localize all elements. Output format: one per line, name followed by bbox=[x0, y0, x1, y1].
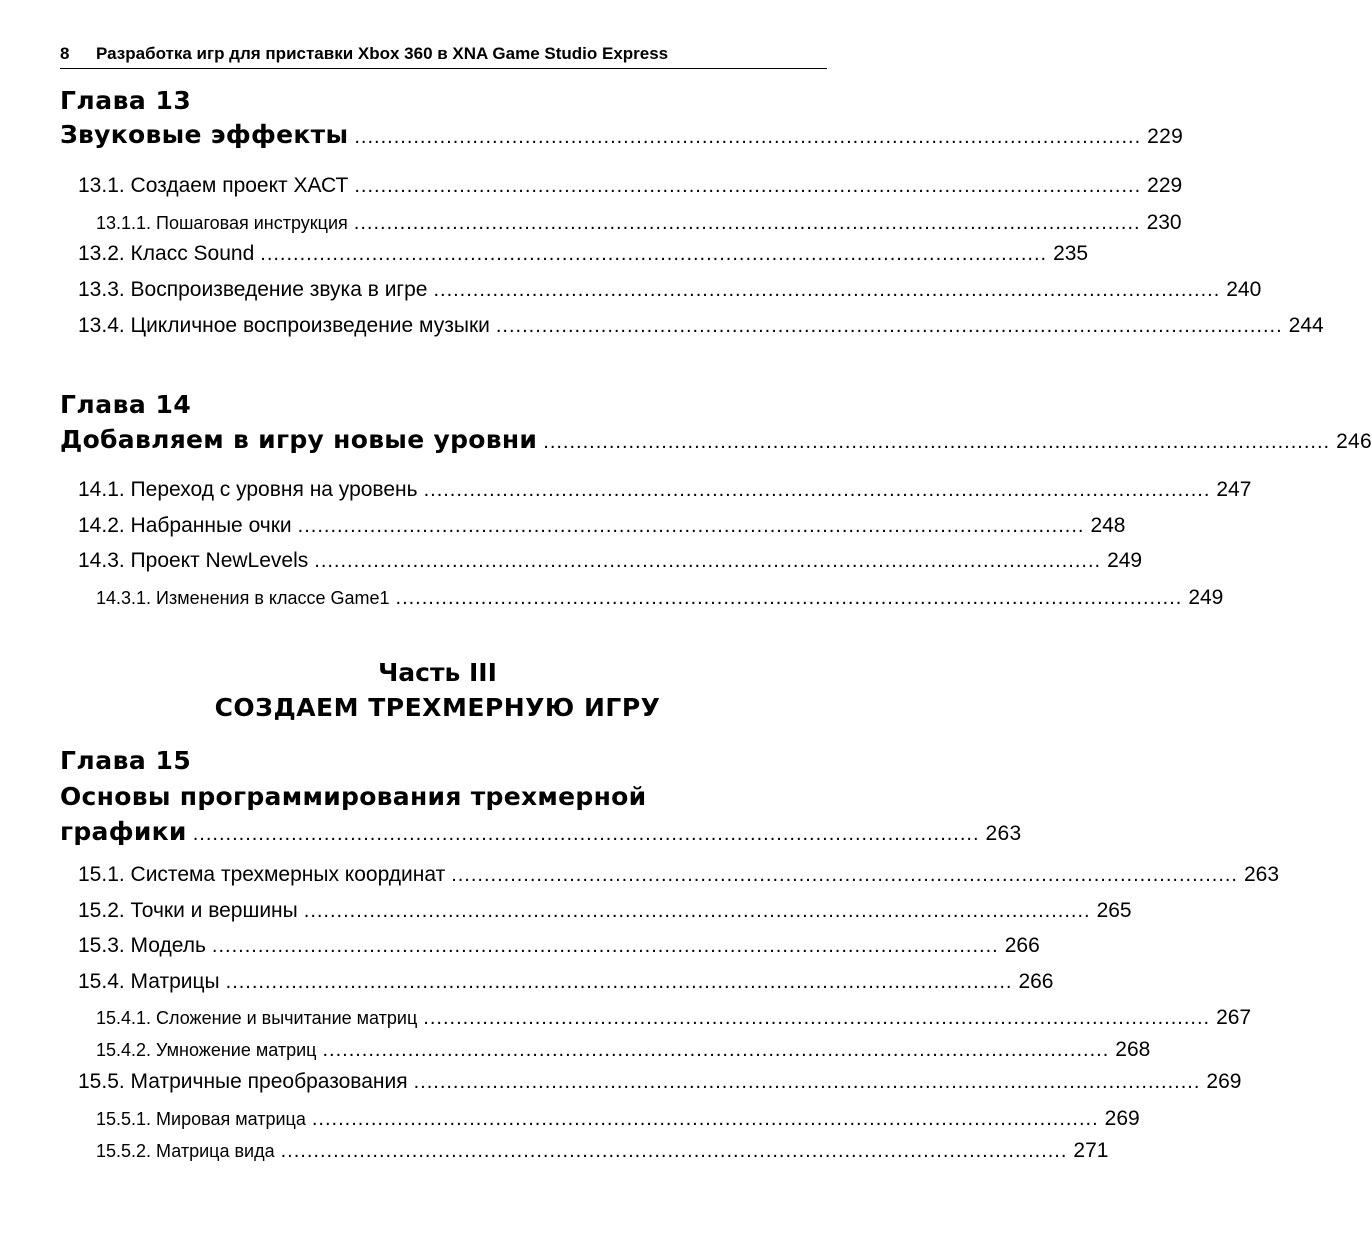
dot-leader: ........................................................................................................................ bbox=[495, 315, 1283, 337]
page-ref: 229 bbox=[1147, 174, 1183, 197]
page-ref: 263 bbox=[985, 822, 1022, 845]
entry-title: 15.5. Матричные преобразования bbox=[78, 1070, 408, 1093]
entry-title: 14.2. Набранные очки bbox=[78, 514, 292, 537]
entry-title: 13.1. Создаем проект ХАСТ bbox=[78, 174, 349, 197]
page-ref: 265 bbox=[1096, 899, 1132, 922]
toc-entry[interactable] bbox=[78, 514, 1126, 538]
toc-entry[interactable] bbox=[78, 1070, 1242, 1094]
toc-entry[interactable] bbox=[96, 211, 1182, 235]
chapter-15-label: Глава 15 bbox=[60, 746, 192, 775]
page-ref: 271 bbox=[1073, 1139, 1109, 1162]
dot-leader: ........................................................................................................................ bbox=[260, 243, 1048, 265]
dot-leader: ........................................................................................................................ bbox=[413, 1071, 1201, 1093]
toc-entry[interactable] bbox=[78, 242, 1089, 266]
entry-title: 13.4. Цикличное воспроизведение музыки bbox=[78, 314, 490, 337]
page-ref: 269 bbox=[1104, 1107, 1140, 1130]
dot-leader: ........................................................................................................................ bbox=[322, 1039, 1110, 1061]
running-header bbox=[60, 40, 827, 69]
toc-entry[interactable] bbox=[78, 478, 1252, 502]
toc-entry[interactable] bbox=[78, 863, 1280, 887]
part-label: Часть III bbox=[378, 658, 497, 687]
chapter-15-title[interactable] bbox=[60, 817, 1022, 846]
page-ref: 268 bbox=[1115, 1038, 1151, 1061]
entry-title: 15.4. Матрицы bbox=[78, 970, 220, 993]
page-number: 8 bbox=[60, 44, 70, 63]
entry-title: 15.2. Точки и вершины bbox=[78, 899, 298, 922]
dot-leader: ........................................................................................................................ bbox=[423, 1007, 1211, 1029]
book-title: Разработка игр для приставки Xbox 360 в XNA Game Studio Express bbox=[96, 44, 669, 63]
entry-title: 15.1. Система трехмерных координат bbox=[78, 863, 446, 886]
dot-leader: ........................................................................................................................ bbox=[543, 431, 1331, 453]
dot-leader: ........................................................................................................................ bbox=[354, 126, 1142, 148]
toc-entry[interactable] bbox=[96, 1107, 1140, 1131]
page-ref: 267 bbox=[1216, 1006, 1252, 1029]
chapter-15-title-line1: Основы программирования трехмерной bbox=[60, 782, 647, 811]
page-ref: 247 bbox=[1216, 478, 1252, 501]
chapter-14-title[interactable] bbox=[60, 425, 1372, 454]
entry-title: 13.2. Класс Sound bbox=[78, 242, 255, 265]
dot-leader: ........................................................................................................................ bbox=[211, 935, 999, 957]
dot-leader: ........................................................................................................................ bbox=[451, 864, 1238, 886]
toc-entry[interactable] bbox=[78, 174, 1183, 198]
page-ref: 249 bbox=[1188, 586, 1224, 609]
entry-title: 14.3.1. Изменения в классе Game1 bbox=[96, 588, 390, 608]
dot-leader: ........................................................................................................................ bbox=[280, 1140, 1068, 1162]
toc-entry[interactable] bbox=[78, 899, 1132, 923]
page-ref: 229 bbox=[1147, 125, 1184, 148]
dot-leader: ........................................................................................................................ bbox=[297, 515, 1085, 537]
chapter-13-title[interactable] bbox=[60, 120, 1184, 149]
toc-entry[interactable] bbox=[96, 1038, 1151, 1062]
page-ref: 269 bbox=[1206, 1070, 1242, 1093]
entry-title: 13.1.1. Пошаговая инструкция bbox=[96, 213, 348, 233]
dot-leader: ........................................................................................................................ bbox=[433, 279, 1221, 301]
toc-entry[interactable] bbox=[78, 970, 1054, 994]
dot-leader: ........................................................................................................................ bbox=[353, 212, 1141, 234]
entry-title: 14.3. Проект NewLevels bbox=[78, 549, 309, 572]
entry-title: 15.4.1. Сложение и вычитание матриц bbox=[96, 1008, 418, 1028]
entry-title: 15.5.2. Матрица вида bbox=[96, 1141, 275, 1161]
chapter-title-text: Добавляем в игру новые уровни bbox=[60, 425, 538, 454]
page-ref: 263 bbox=[1243, 863, 1280, 886]
toc-entry[interactable] bbox=[96, 1139, 1109, 1163]
toc-entry[interactable] bbox=[78, 549, 1143, 573]
dot-leader: ........................................................................................................................ bbox=[303, 900, 1091, 922]
entry-title: 15.4.2. Умножение матриц bbox=[96, 1040, 317, 1060]
toc-entry[interactable] bbox=[96, 1006, 1252, 1030]
page-ref: 248 bbox=[1090, 514, 1126, 537]
entry-title: 14.1. Переход с уровня на уровень bbox=[78, 478, 418, 501]
entry-title: 15.3. Модель bbox=[78, 934, 206, 957]
toc-entry[interactable] bbox=[78, 278, 1262, 302]
dot-leader: ........................................................................................................................ bbox=[354, 175, 1142, 197]
page-ref: 249 bbox=[1107, 549, 1143, 572]
dot-leader: ........................................................................................................................ bbox=[192, 823, 980, 845]
toc-entry[interactable] bbox=[96, 586, 1224, 610]
dot-leader: ........................................................................................................................ bbox=[423, 479, 1211, 501]
dot-leader: ........................................................................................................................ bbox=[314, 550, 1102, 572]
dot-leader: ........................................................................................................................ bbox=[311, 1108, 1099, 1130]
page-ref: 246 bbox=[1336, 430, 1372, 453]
page-ref: 266 bbox=[1004, 934, 1040, 957]
dot-leader: ........................................................................................................................ bbox=[225, 971, 1013, 993]
dot-leader: ........................................................................................................................ bbox=[395, 587, 1183, 609]
page-ref: 230 bbox=[1146, 211, 1182, 234]
page-ref: 235 bbox=[1053, 242, 1089, 265]
part-title: СОЗДАЕМ ТРЕХМЕРНУЮ ИГРУ bbox=[214, 693, 661, 722]
entry-title: 15.5.1. Мировая матрица bbox=[96, 1109, 306, 1129]
toc-entry[interactable] bbox=[78, 934, 1040, 958]
page-ref: 266 bbox=[1018, 970, 1054, 993]
entry-title: 13.3. Воспроизведение звука в игре bbox=[78, 278, 428, 301]
chapter-13-label: Глава 13 bbox=[60, 86, 192, 115]
toc-entry[interactable] bbox=[78, 314, 1324, 338]
chapter-title-text: Звуковые эффекты bbox=[60, 120, 349, 149]
chapter-14-label: Глава 14 bbox=[60, 390, 192, 419]
page-ref: 244 bbox=[1288, 314, 1324, 337]
page-ref: 240 bbox=[1226, 278, 1262, 301]
chapter-title-text: графики bbox=[60, 817, 187, 846]
